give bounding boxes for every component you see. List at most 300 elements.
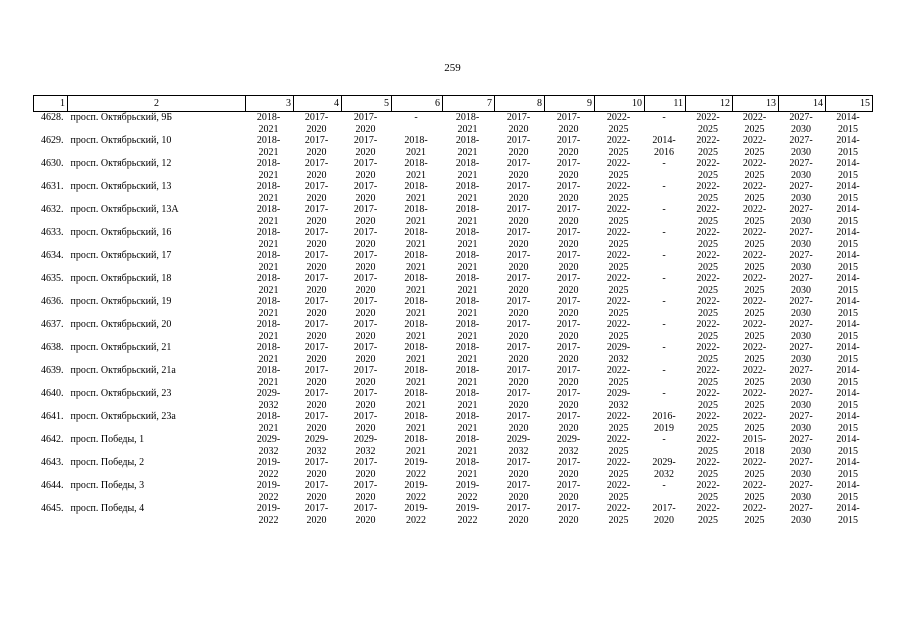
- year-end: 2021: [457, 468, 478, 480]
- year-start: -: [662, 112, 666, 123]
- year-end: 2032: [508, 445, 529, 457]
- year-range-cell: [686, 388, 733, 411]
- year-start: 2027-: [789, 250, 813, 261]
- year-end: 2015: [838, 514, 858, 526]
- year-end: 2020: [306, 468, 327, 480]
- column-header-6: 6: [392, 96, 443, 112]
- table-row: [34, 273, 873, 296]
- year-end: 2030: [791, 514, 811, 526]
- year-range-cell: [779, 112, 826, 136]
- year-range-cell: [733, 434, 779, 457]
- year-start: 2019-: [256, 457, 281, 468]
- year-end: 2016: [654, 146, 674, 158]
- year-range-cell: [826, 480, 873, 503]
- year-end: 2022: [258, 514, 279, 526]
- row-number: 4643.: [41, 457, 64, 468]
- year-range-cell: [246, 204, 294, 227]
- year-end: 2020: [558, 146, 579, 158]
- year-end: 2020: [355, 468, 376, 480]
- year-end: 2021: [406, 169, 426, 181]
- year-range-cell: [645, 388, 686, 411]
- year-range-cell: [294, 319, 342, 342]
- year-range-cell: [443, 158, 495, 181]
- year-range-cell: [294, 480, 342, 503]
- year-end: 2025: [744, 353, 765, 365]
- year-range-cell: [495, 204, 545, 227]
- year-start: 2018-: [404, 158, 428, 169]
- year-start: 2017-: [506, 457, 531, 468]
- year-end: [645, 354, 684, 366]
- year-range-cell: [342, 181, 392, 204]
- year-end: 2021: [258, 261, 279, 273]
- row-address: просп. Победы, 4: [70, 503, 145, 514]
- year-range-cell: [392, 112, 443, 136]
- year-range-cell: [686, 434, 733, 457]
- year-range-cell: [779, 227, 826, 250]
- year-start: 2017-: [304, 480, 329, 491]
- year-end: 2025: [698, 399, 718, 411]
- year-range-cell: [686, 227, 733, 250]
- year-end: 2021: [258, 376, 279, 388]
- year-end: 2020: [508, 399, 529, 411]
- year-range-cell: [392, 319, 443, 342]
- year-end: 2020: [355, 330, 376, 342]
- year-range-cell: [392, 135, 443, 158]
- table-row: [34, 319, 873, 342]
- year-end: 2032: [608, 399, 629, 411]
- row-number: 4645.: [41, 503, 64, 514]
- year-range-cell: [545, 365, 595, 388]
- year-start: 2014-: [836, 135, 860, 146]
- year-start: 2022-: [696, 112, 720, 123]
- year-end: 2020: [306, 169, 327, 181]
- year-range-cell: [294, 273, 342, 296]
- year-end: 2020: [508, 422, 529, 434]
- year-end: 2025: [608, 514, 629, 526]
- year-end: [645, 492, 684, 504]
- year-end: [645, 124, 684, 136]
- year-range-cell: [826, 112, 873, 136]
- year-start: 2018-: [404, 319, 428, 330]
- year-start: -: [662, 388, 666, 399]
- year-end: 2025: [608, 445, 629, 457]
- year-range-cell: [294, 457, 342, 480]
- year-range-cell: [246, 181, 294, 204]
- year-end: 2030: [791, 238, 811, 250]
- year-start: 2027-: [789, 135, 813, 146]
- year-end: 2020: [558, 491, 579, 503]
- year-range-cell: [392, 158, 443, 181]
- year-start: 2014-: [836, 411, 860, 422]
- year-range-cell: [686, 181, 733, 204]
- year-start: 2022-: [696, 342, 720, 353]
- year-range-cell: [595, 250, 645, 273]
- year-end: 2015: [838, 215, 858, 227]
- year-end: 2021: [457, 353, 478, 365]
- table-row: [34, 411, 873, 434]
- year-start: 2022-: [742, 457, 767, 468]
- year-end: 2025: [698, 238, 718, 250]
- table-row: [34, 480, 873, 503]
- year-end: 2025: [608, 261, 629, 273]
- year-start: 2017-: [556, 319, 581, 330]
- year-end: [645, 308, 684, 320]
- year-range-cell: [495, 135, 545, 158]
- year-start: 2022-: [696, 227, 720, 238]
- year-start: 2017-: [506, 388, 531, 399]
- year-start: 2022-: [742, 273, 767, 284]
- row-number: 4641.: [41, 411, 64, 422]
- year-end: 2025: [744, 238, 765, 250]
- year-end: 2030: [791, 376, 811, 388]
- year-end: 2025: [744, 491, 765, 503]
- year-start: 2017-: [353, 112, 378, 123]
- year-start: 2017-: [556, 204, 581, 215]
- year-start: 2018-: [404, 365, 428, 376]
- year-start: 2022-: [606, 181, 631, 192]
- year-start: 2018-: [256, 112, 281, 123]
- year-range-cell: [733, 411, 779, 434]
- year-end: 2020: [355, 284, 376, 296]
- year-start: 2022-: [742, 250, 767, 261]
- year-start: 2022-: [606, 227, 631, 238]
- year-start: 2014-: [836, 319, 860, 330]
- year-end: 2025: [744, 514, 765, 526]
- year-range-cell: [342, 158, 392, 181]
- year-end: 2015: [838, 284, 858, 296]
- year-start: 2022-: [696, 296, 720, 307]
- year-end: 2021: [406, 192, 426, 204]
- year-end: 2020: [508, 284, 529, 296]
- year-end: 2020: [508, 192, 529, 204]
- year-end: 2020: [508, 215, 529, 227]
- year-start: 2022-: [696, 457, 720, 468]
- table-row: [34, 250, 873, 273]
- year-end: 2020: [508, 376, 529, 388]
- year-start: 2018-: [455, 365, 480, 376]
- row-address: просп. Октябрьский, 10: [70, 135, 172, 146]
- year-range-cell: [392, 273, 443, 296]
- year-start: 2018-: [455, 112, 480, 123]
- year-end: 2020: [306, 330, 327, 342]
- year-range-cell: [686, 273, 733, 296]
- year-range-cell: [443, 273, 495, 296]
- year-end: 2021: [258, 123, 279, 135]
- year-start: 2018-: [455, 457, 480, 468]
- year-range-cell: [733, 135, 779, 158]
- year-end: 2025: [698, 284, 718, 296]
- year-end: 2030: [791, 169, 811, 181]
- year-start: 2022-: [696, 411, 720, 422]
- row-number: 4630.: [41, 158, 64, 169]
- year-start: 2017-: [304, 273, 329, 284]
- year-end: 2025: [744, 261, 765, 273]
- year-start: 2022-: [606, 296, 631, 307]
- year-end: 2020: [558, 330, 579, 342]
- row-number: 4644.: [41, 480, 64, 491]
- year-end: 2032: [355, 445, 376, 457]
- year-end: 2030: [791, 330, 811, 342]
- year-end: 2021: [258, 238, 279, 250]
- year-start: 2022-: [606, 204, 631, 215]
- year-end: [645, 216, 684, 228]
- year-range-cell: [246, 135, 294, 158]
- year-range-cell: [826, 365, 873, 388]
- year-start: 2014-: [836, 227, 860, 238]
- year-start: 2018-: [404, 273, 428, 284]
- year-range-cell: [595, 204, 645, 227]
- year-range-cell: [443, 342, 495, 365]
- year-range-cell: [645, 204, 686, 227]
- year-range-cell: [443, 135, 495, 158]
- year-range-cell: [733, 480, 779, 503]
- year-end: 2021: [406, 376, 426, 388]
- year-end: [645, 170, 684, 182]
- year-range-cell: [246, 480, 294, 503]
- year-end: 2025: [698, 330, 718, 342]
- year-start: 2029-: [652, 457, 676, 468]
- table-row: [34, 227, 873, 250]
- year-start: 2027-: [789, 480, 813, 491]
- year-end: [645, 331, 684, 343]
- year-start: 2022-: [742, 112, 767, 123]
- year-range-cell: [443, 434, 495, 457]
- year-range-cell: [826, 457, 873, 480]
- year-range-cell: [342, 480, 392, 503]
- year-range-cell: [733, 273, 779, 296]
- year-range-cell: [779, 365, 826, 388]
- table-row: [34, 503, 873, 526]
- year-start: 2022-: [742, 181, 767, 192]
- year-range-cell: [495, 411, 545, 434]
- year-start: -: [662, 434, 666, 445]
- year-start: 2022-: [742, 204, 767, 215]
- year-start: 2017-: [304, 112, 329, 123]
- year-end: 2021: [258, 307, 279, 319]
- year-range-cell: [392, 204, 443, 227]
- year-range-cell: [294, 135, 342, 158]
- year-start: 2022-: [696, 503, 720, 514]
- column-header-10: 10: [595, 96, 645, 112]
- year-end: 2020: [508, 468, 529, 480]
- year-end: 2015: [838, 445, 858, 457]
- year-range-cell: [392, 296, 443, 319]
- year-start: -: [662, 158, 666, 169]
- year-end: 2021: [258, 353, 279, 365]
- year-end: 2025: [698, 376, 718, 388]
- year-end: 2015: [838, 491, 858, 503]
- year-end: 2015: [838, 261, 858, 273]
- year-end: 2021: [457, 330, 478, 342]
- year-start: 2027-: [789, 503, 813, 514]
- year-start: 2018-: [256, 342, 281, 353]
- year-range-cell: [392, 227, 443, 250]
- year-range-cell: [779, 319, 826, 342]
- year-range-cell: [294, 204, 342, 227]
- year-end: 2030: [791, 307, 811, 319]
- year-end: 2020: [355, 192, 376, 204]
- year-range-cell: [595, 273, 645, 296]
- year-range-cell: [443, 112, 495, 136]
- year-range-cell: [246, 503, 294, 526]
- year-start: 2018-: [256, 158, 281, 169]
- year-start: 2018-: [256, 204, 281, 215]
- year-end: 2020: [306, 422, 327, 434]
- year-start: -: [662, 296, 666, 307]
- year-range-cell: [342, 365, 392, 388]
- year-end: 2025: [744, 169, 765, 181]
- year-start: 2022-: [696, 204, 720, 215]
- year-range-cell: [342, 319, 392, 342]
- year-end: 2020: [355, 353, 376, 365]
- year-end: 2021: [406, 238, 426, 250]
- year-range-cell: [495, 181, 545, 204]
- year-range-cell: [733, 181, 779, 204]
- year-end: 2021: [457, 238, 478, 250]
- year-start: 2022-: [742, 480, 767, 491]
- year-start: 2017-: [506, 342, 531, 353]
- year-start: 2017-: [506, 135, 531, 146]
- year-start: 2018-: [404, 342, 428, 353]
- year-start: 2018-: [455, 434, 480, 445]
- year-end: 2025: [744, 284, 765, 296]
- year-end: 2015: [838, 307, 858, 319]
- year-end: 2021: [406, 146, 426, 158]
- year-end: 2020: [355, 399, 376, 411]
- year-range-cell: [392, 181, 443, 204]
- row-number: 4642.: [41, 434, 64, 445]
- year-start: 2022-: [606, 480, 631, 491]
- year-end: 2020: [508, 514, 529, 526]
- year-end: 2025: [744, 215, 765, 227]
- column-header-13: 13: [733, 96, 779, 112]
- year-start: 2017-: [353, 227, 378, 238]
- year-end: 2022: [406, 491, 426, 503]
- table-row: [34, 112, 873, 136]
- year-end: 2020: [306, 376, 327, 388]
- year-end: 2025: [744, 123, 765, 135]
- year-start: 2017-: [506, 204, 531, 215]
- year-end: 2022: [406, 468, 426, 480]
- year-range-cell: [595, 480, 645, 503]
- year-range-cell: [686, 112, 733, 136]
- year-range-cell: [246, 457, 294, 480]
- year-end: 2025: [744, 192, 765, 204]
- year-start: 2027-: [789, 296, 813, 307]
- row-address: просп. Октябрьский, 9Б: [70, 112, 173, 123]
- row-address: просп. Победы, 1: [70, 434, 145, 445]
- year-end: 2020: [558, 215, 579, 227]
- year-start: 2017-: [304, 158, 329, 169]
- year-end: 2020: [355, 261, 376, 273]
- year-range-cell: [545, 319, 595, 342]
- year-start: -: [662, 480, 666, 491]
- year-start: 2017-: [304, 319, 329, 330]
- year-start: 2018-: [455, 204, 480, 215]
- year-end: 2025: [744, 468, 765, 480]
- year-end: 2025: [608, 491, 629, 503]
- year-start: 2014-: [836, 480, 860, 491]
- year-start: 2018-: [455, 135, 480, 146]
- year-start: 2022-: [696, 434, 720, 445]
- year-end: 2022: [258, 468, 279, 480]
- year-start: 2017-: [556, 227, 581, 238]
- year-end: 2015: [838, 169, 858, 181]
- year-start: 2018-: [404, 388, 428, 399]
- year-range-cell: [779, 480, 826, 503]
- year-end: 2030: [791, 215, 811, 227]
- year-start: -: [662, 342, 666, 353]
- row-number: 4640.: [41, 388, 64, 399]
- row-number: 4635.: [41, 273, 64, 284]
- year-end: [645, 239, 684, 251]
- year-range-cell: [342, 342, 392, 365]
- row-number: 4639.: [41, 365, 64, 376]
- year-end: [645, 446, 684, 458]
- year-start: 2017-: [304, 365, 329, 376]
- year-end: 2021: [457, 399, 478, 411]
- year-range-cell: [294, 365, 342, 388]
- year-start: 2017-: [506, 365, 531, 376]
- year-range-cell: [294, 227, 342, 250]
- year-end: 2020: [306, 146, 327, 158]
- year-range-cell: [443, 296, 495, 319]
- year-range-cell: [686, 365, 733, 388]
- year-start: 2022-: [606, 158, 631, 169]
- year-end: 2021: [457, 169, 478, 181]
- year-range-cell: [294, 411, 342, 434]
- year-start: -: [662, 319, 666, 330]
- table-row: [34, 365, 873, 388]
- year-start: 2027-: [789, 434, 813, 445]
- column-header-7: 7: [443, 96, 495, 112]
- year-start: 2022-: [606, 250, 631, 261]
- year-end: 2032: [558, 445, 579, 457]
- year-end: 2020: [558, 514, 579, 526]
- row-number: 4637.: [41, 319, 64, 330]
- year-end: 2025: [608, 169, 629, 181]
- year-range-cell: [443, 388, 495, 411]
- year-start: 2017-: [652, 503, 676, 514]
- year-end: 2021: [258, 330, 279, 342]
- year-end: 2020: [306, 238, 327, 250]
- year-end: 2021: [406, 422, 426, 434]
- year-end: 2021: [258, 146, 279, 158]
- year-start: 2019-: [455, 503, 480, 514]
- year-start: 2017-: [353, 319, 378, 330]
- year-start: 2017-: [353, 503, 378, 514]
- year-start: 2017-: [304, 503, 329, 514]
- column-header-3: 3: [246, 96, 294, 112]
- year-start: 2027-: [789, 204, 813, 215]
- year-end: 2020: [306, 307, 327, 319]
- year-start: 2017-: [556, 296, 581, 307]
- year-end: 2025: [698, 353, 718, 365]
- year-start: 2027-: [789, 342, 813, 353]
- year-range-cell: [686, 457, 733, 480]
- year-end: [645, 285, 684, 297]
- year-end: 2020: [508, 353, 529, 365]
- year-end: 2025: [744, 146, 765, 158]
- row-number: 4636.: [41, 296, 64, 307]
- year-range-cell: [779, 181, 826, 204]
- year-start: 2018-: [404, 250, 428, 261]
- year-range-cell: [826, 227, 873, 250]
- column-header-9: 9: [545, 96, 595, 112]
- year-end: 2030: [791, 123, 811, 135]
- year-end: 2020: [654, 514, 674, 526]
- year-start: 2018-: [404, 181, 428, 192]
